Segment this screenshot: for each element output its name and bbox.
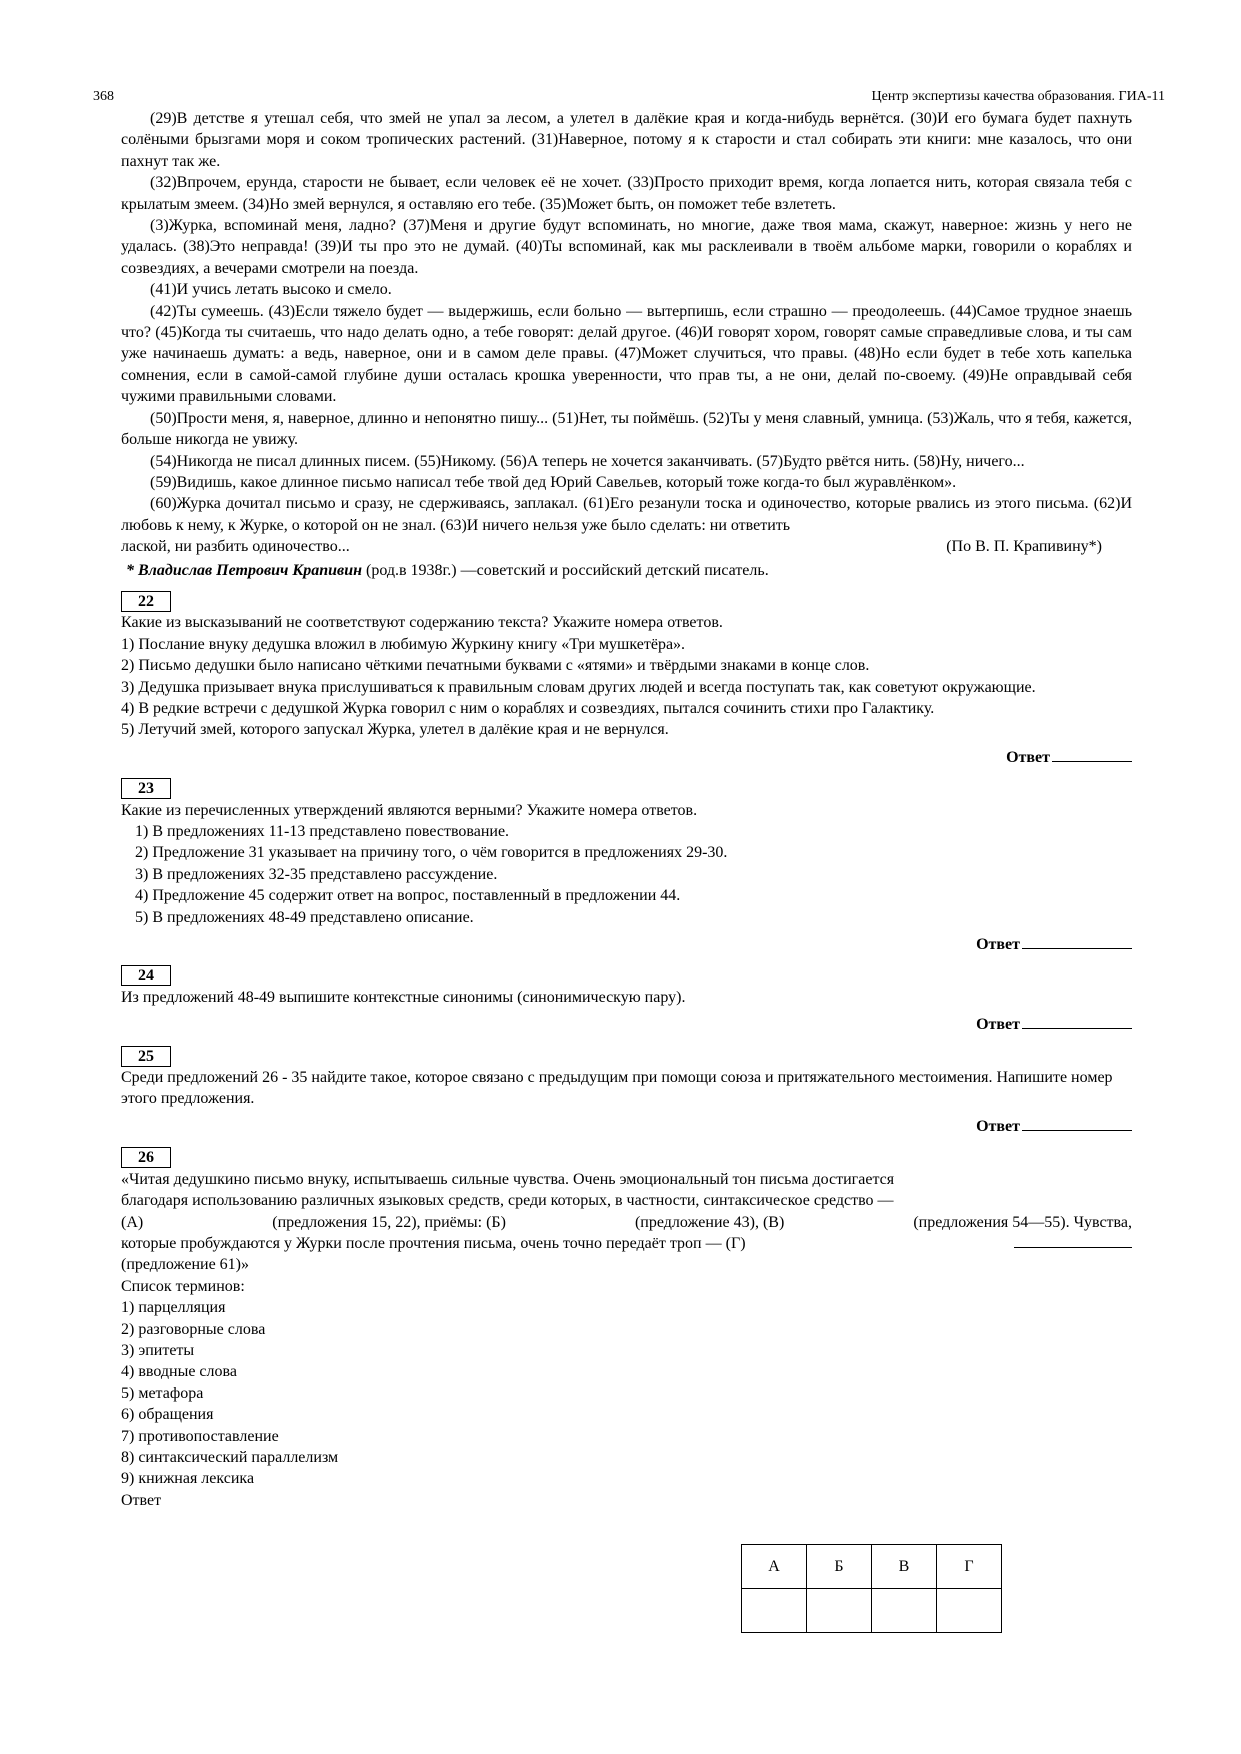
text-paragraph: (50)Прости меня, я, наверное, длинно и непонятно пишу... (51)Нет, ты поймёшь. (52)Ты у меня славный, умница. (53)Жаль, что я тебя, кажется, больше никогда не увижу. — [121, 409, 1132, 449]
answer-blank[interactable] — [1022, 1116, 1132, 1131]
answer-label: Ответ — [976, 1016, 1020, 1034]
question-number: 25 — [121, 1046, 171, 1067]
question-number: 23 — [121, 778, 171, 799]
question-text: которые пробуждаются у Журки после прочтения письма, очень точно передаёт троп — (Г) — [121, 1234, 746, 1252]
answer-cell-a[interactable] — [742, 1589, 807, 1633]
question-number: 22 — [121, 591, 171, 612]
question-option: 1) Послание внуку дедушка вложил в любимую Журкину книгу «Три мушкетёра». — [121, 635, 686, 653]
text-paragraph-final: (60)Журка дочитал письмо и сразу, не сдерживаясь, заплакал. (61)Его резанули тоска и одиночество, которые рвались из этого письма. (62)И любовь к нему, к Журке, о которой он не знал. (63)И ничего нельзя уже было сделать: ни ответить — [121, 495, 1132, 534]
text-paragraph: (41)И учись летать высоко и смело. — [150, 281, 392, 299]
page-content — [121, 108, 1132, 1511]
answer-blank[interactable] — [1022, 934, 1132, 949]
answer-field[interactable] — [121, 1116, 1132, 1137]
question-24 — [121, 965, 1132, 1035]
answer-table — [741, 1544, 1002, 1633]
question-23 — [121, 778, 1132, 955]
question-text-blanks — [121, 1212, 1132, 1233]
text-paragraph: (32)Впрочем, ерунда, старости не бывает, если человек её не хочет. (33)Просто приходит время, когда лопается нить, которая связала тебя с крылатым змеем. (34)Но змей вернулся, я оставляю его тебе. (35)Может быть, он поможет тебе взлететь. — [121, 174, 1132, 213]
answer-label: Ответ — [121, 1491, 162, 1509]
question-text: «Читая дедушкино письмо внуку, испытываешь сильные чувства. Очень эмоциональный тон письма достигается — [121, 1170, 895, 1188]
author-note — [126, 560, 1132, 581]
answer-cell-v[interactable] — [872, 1589, 937, 1633]
table-header-g: Г — [937, 1545, 1002, 1589]
terms-title: Список терминов: — [121, 1277, 245, 1295]
text-final-line: лаской, ни разбить одиночество... — [121, 538, 350, 556]
question-option: 3) Дедушка призывает внука прислушиваться к правильным словам других людей и всегда поступать так, как советуют окружающие. — [121, 678, 1036, 696]
answer-cell-g[interactable] — [937, 1589, 1002, 1633]
term-item: 5) метафора — [121, 1384, 204, 1402]
term-item: 9) книжная лексика — [121, 1470, 255, 1488]
text-paragraph: (29)В детстве я утешал себя, что змей не упал за лесом, а улетел в далёкие края и когда-нибудь вернётся. (30)И его бумага будет пахнуть солёными брызгами моря и соком тропических растений. (31)Наверное, потому я к старости и стал собирать эти книги: мне казалось, что они пахнут так же. — [121, 110, 1132, 170]
question-option: 1) В предложениях 11-13 представлено повествование. — [135, 823, 510, 840]
term-item: 3) эпитеты — [121, 1341, 195, 1359]
answer-label: Ответ — [1006, 748, 1050, 766]
question-prompt: Среди предложений 26 - 35 найдите такое, которое связано с предыдущим при помощи союза и притяжательного местоимения. Напишите номер этого предложения. — [121, 1069, 1113, 1108]
answer-field[interactable] — [121, 934, 1132, 955]
question-option: 4) В редкие встречи с дедушкой Журка говорил с ним о кораблях и созвездиях, пытался сочинить стихи про Галактику. — [121, 699, 935, 717]
page-number: 368 — [93, 89, 114, 104]
question-option: 4) Предложение 45 содержит ответ на вопрос, поставленный в предложении 44. — [135, 887, 681, 905]
term-item: 8) синтаксический параллелизм — [121, 1448, 339, 1466]
text-paragraph: (59)Видишь, какое длинное письмо написал тебе твой дед Юрий Савельев, который тоже когда-то был журавлёнком». — [150, 473, 957, 491]
question-number: 24 — [121, 965, 171, 986]
blank-a-label: (А) — [121, 1213, 144, 1231]
term-item: 6) обращения — [121, 1406, 214, 1424]
question-22 — [121, 591, 1132, 768]
author-name: * Владислав Петрович Крапивин — [126, 561, 362, 579]
term-item: 4) вводные слова — [121, 1363, 237, 1381]
blank-g[interactable] — [1014, 1233, 1132, 1248]
question-option: 2) Предложение 31 указывает на причину того, о чём говорится в предложениях 29-30. — [135, 844, 728, 862]
text-paragraph: (3)Журка, вспоминай меня, ладно? (37)Меня и другие будут вспоминать, но многие, даже твоя мама, скажут, наверное: жизнь у него не удалась. (38)Это неправда! (39)И ты про это не думай. (40)Ты вспоминай, как мы расклеивали в твоём альбоме марки, говорили о кораблях и созвездиях, а вечерами смотрели на поезда. — [121, 217, 1132, 277]
question-option: 5) Летучий змей, которого запускал Журка, улетел в далёкие края и не вернулся. — [121, 721, 669, 739]
question-26 — [121, 1147, 1132, 1511]
question-25 — [121, 1046, 1132, 1138]
answer-field[interactable] — [121, 1014, 1132, 1035]
blank-c-ref: (предложения 54—55). Чувства, — [913, 1213, 1132, 1231]
question-option: 2) Письмо дедушки было написано чёткими печатными буквами с «ятями» и твёрдыми знаками в конце слов. — [121, 657, 870, 675]
author-note-rest: (род.в 1938г.) —советский и российский детский писатель. — [361, 561, 769, 579]
text-attribution: (По В. П. Крапивину*) — [946, 538, 1102, 556]
answer-blank[interactable] — [1022, 1014, 1132, 1029]
text-paragraph: (54)Никогда не писал длинных писем. (55)Никому. (56)А теперь не хочется заканчивать. (57)Будто рвётся нить. (58)Ну, ничего... — [150, 452, 1025, 470]
answer-cell-b[interactable] — [807, 1589, 872, 1633]
blank-a-ref: (предложения 15, 22), приёмы: (Б) — [272, 1213, 506, 1231]
term-item: 7) противопоставление — [121, 1427, 279, 1445]
question-prompt: Какие из перечисленных утверждений являются верными? Укажите номера ответов. — [121, 801, 698, 819]
text-last-line — [121, 536, 1132, 557]
text-paragraph: (42)Ты сумеешь. (43)Если тяжело будет — выдержишь, если больно — вытерпишь, если страшно — преодолеешь. (44)Самое трудное знаешь что? (45)Когда ты считаешь, что надо делать одно, а тебе говорят: делай другое. (46)И говорят хором, говорят самые справедливые слова, и ты сам уже начинаешь думать: а ведь, наверное, они и в самом деле правы. (47)Может случиться, что правы. (48)Но если будет в тебе хоть капелька сомнения, если в самой-самой глубине души осталась крошка уверенности, что прав ты, а не они, делай по-своему. (49)Не оправдывай себя чужими правильными словами. — [121, 302, 1132, 406]
term-item: 1) парцелляция — [121, 1299, 226, 1317]
answer-blank[interactable] — [1052, 747, 1132, 762]
question-text: (предложение 61)» — [121, 1256, 250, 1274]
table-header-a: А — [742, 1545, 807, 1589]
table-header-v: В — [872, 1545, 937, 1589]
header-source: Центр экспертизы качества образования. ГИА-11 — [871, 89, 1165, 104]
question-prompt: Из предложений 48-49 выпишите контекстные синонимы (синонимическую пару). — [121, 988, 686, 1006]
question-number: 26 — [121, 1147, 171, 1168]
answer-label: Ответ — [976, 936, 1020, 954]
question-text: благодаря использованию различных языковых средств, среди которых, в частности, синтаксическое средство — — [121, 1192, 894, 1210]
answer-label: Ответ — [976, 1117, 1020, 1135]
term-item: 2) разговорные слова — [121, 1320, 266, 1338]
table-header-b: Б — [807, 1545, 872, 1589]
question-text-line — [121, 1233, 1132, 1254]
answer-field[interactable] — [121, 747, 1132, 768]
blank-b-ref: (предложение 43), (В) — [634, 1213, 785, 1231]
question-option: 5) В предложениях 48-49 представлено описание. — [135, 908, 474, 926]
question-prompt: Какие из высказываний не соответствуют содержанию текста? Укажите номера ответов. — [121, 614, 723, 632]
question-option: 3) В предложениях 32-35 представлено рассуждение. — [135, 865, 498, 883]
